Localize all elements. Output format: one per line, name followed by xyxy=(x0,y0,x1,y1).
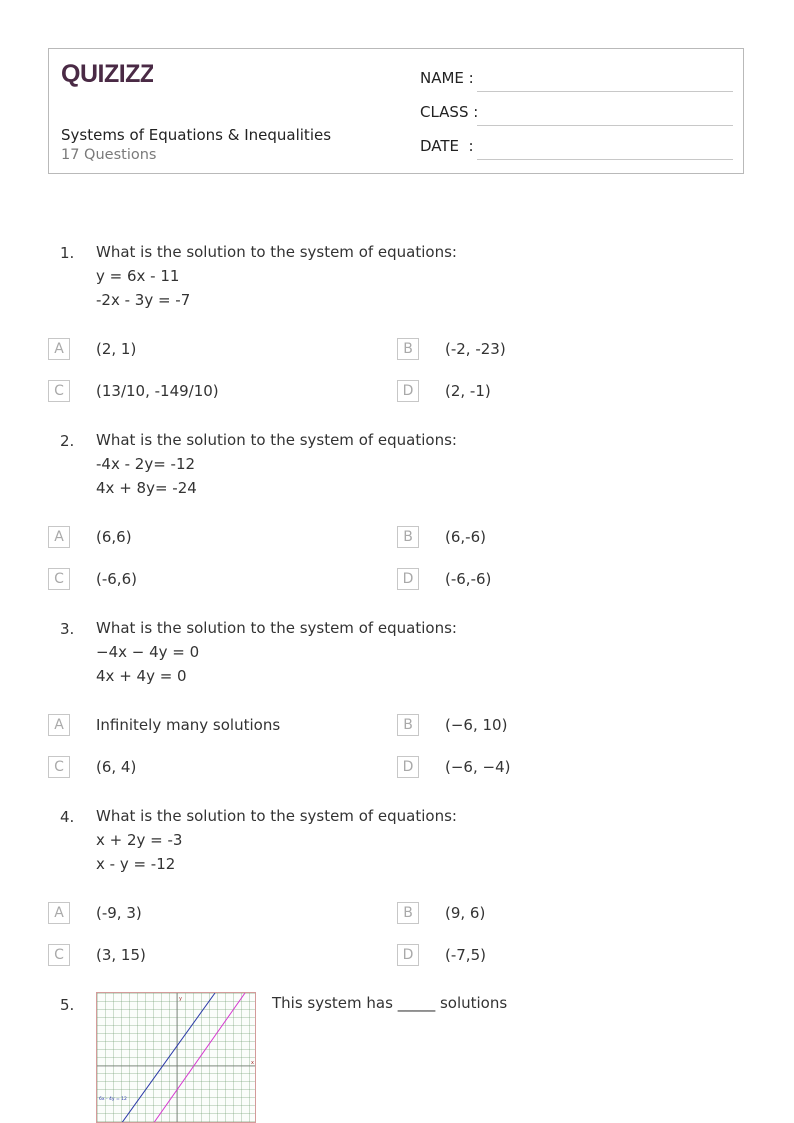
option-letter-box: A xyxy=(48,714,70,736)
option-text: Infinitely many solutions xyxy=(96,716,281,734)
option-letter-box: D xyxy=(397,568,419,590)
option-letter-box: D xyxy=(397,380,419,402)
option-text: (6, 4) xyxy=(96,758,137,776)
worksheet-question-count: 17 Questions xyxy=(61,147,157,163)
option-letter-box: A xyxy=(48,526,70,548)
worksheet-header xyxy=(48,48,744,174)
option-text: (-6,-6) xyxy=(445,570,492,588)
question-line: What is the solution to the system of equations: xyxy=(96,807,457,825)
question-text xyxy=(96,616,457,688)
name-line xyxy=(477,91,733,92)
y-axis-label: y xyxy=(179,996,182,1002)
question-line: 4x + 4y = 0 xyxy=(96,667,187,685)
question-line: −4x − 4y = 0 xyxy=(96,643,200,661)
option-text: (2, -1) xyxy=(445,382,491,400)
date-label: DATE : xyxy=(420,137,474,155)
worksheet-title: Systems of Equations & Inequalities xyxy=(61,126,332,144)
option-text: (−6, −4) xyxy=(445,758,511,776)
x-axis-label: x xyxy=(251,1060,254,1066)
graph-lines xyxy=(97,993,256,1123)
option-letter-box: C xyxy=(48,944,70,966)
option-text: (13/10, -149/10) xyxy=(96,382,219,400)
quizizz-logo-icon xyxy=(61,59,153,87)
question-line: What is the solution to the system of equations: xyxy=(96,619,457,637)
option-letter-box: C xyxy=(48,380,70,402)
name-field[interactable] xyxy=(420,69,733,93)
option-letter-box: C xyxy=(48,756,70,778)
option-letter-box: D xyxy=(397,756,419,778)
question-line: x - y = -12 xyxy=(96,855,176,873)
option-text: (-2, -23) xyxy=(445,340,506,358)
question-line: What is the solution to the system of equations: xyxy=(96,431,457,449)
system-graph-image xyxy=(96,992,256,1123)
option-letter-box: A xyxy=(48,902,70,924)
question-number: 4. xyxy=(60,808,75,826)
option-letter-box: B xyxy=(397,338,419,360)
option-text: (-6,6) xyxy=(96,570,137,588)
option-letter-box: B xyxy=(397,526,419,548)
line-1-label: 6x - 4y = 12 xyxy=(99,1097,127,1102)
option-text: (6,-6) xyxy=(445,528,486,546)
question-line: What is the solution to the system of equations: xyxy=(96,243,457,261)
option-text: (-7,5) xyxy=(445,946,486,964)
question-number: 3. xyxy=(60,620,75,638)
option-letter-box: B xyxy=(397,714,419,736)
option-text: (2, 1) xyxy=(96,340,137,358)
option-letter-box: B xyxy=(397,902,419,924)
question-line: x + 2y = -3 xyxy=(96,831,183,849)
question-line: -2x - 3y = -7 xyxy=(96,291,191,309)
question-text xyxy=(96,428,457,500)
date-field[interactable] xyxy=(420,137,733,161)
option-letter-box: D xyxy=(397,944,419,966)
question-line: -4x - 2y= -12 xyxy=(96,455,196,473)
question-number: 5. xyxy=(60,996,75,1014)
question-text: This system has _____ solutions xyxy=(272,994,508,1012)
name-label: NAME : xyxy=(420,69,474,87)
option-text: (−6, 10) xyxy=(445,716,508,734)
line-2 xyxy=(153,993,245,1123)
option-text: (6,6) xyxy=(96,528,132,546)
date-line xyxy=(477,159,733,160)
question-line: 4x + 8y= -24 xyxy=(96,479,197,497)
question-text xyxy=(96,240,457,312)
svg-text:QUIZIZZ: QUIZIZZ xyxy=(61,60,153,87)
option-text: (3, 15) xyxy=(96,946,146,964)
option-text: (-9, 3) xyxy=(96,904,142,922)
question-line: y = 6x - 11 xyxy=(96,267,180,285)
option-text: (9, 6) xyxy=(445,904,486,922)
option-letter-box: A xyxy=(48,338,70,360)
question-text xyxy=(96,804,457,876)
quizizz-logo xyxy=(61,59,153,91)
class-field[interactable] xyxy=(420,103,733,127)
question-number: 1. xyxy=(60,244,75,262)
question-number: 2. xyxy=(60,432,75,450)
class-line xyxy=(477,125,733,126)
class-label: CLASS : xyxy=(420,103,479,121)
option-letter-box: C xyxy=(48,568,70,590)
